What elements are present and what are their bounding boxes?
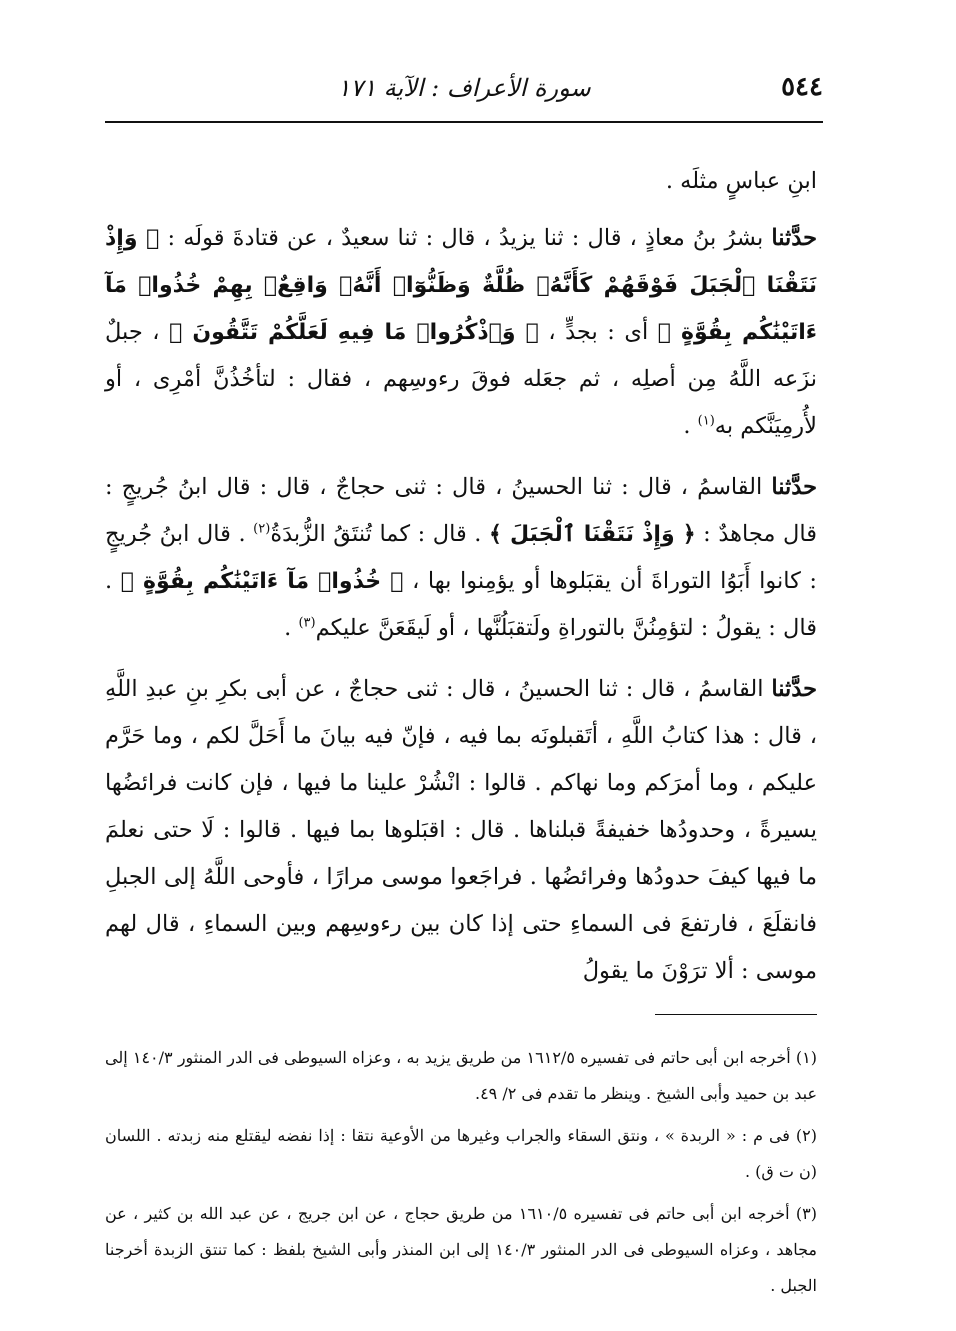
footnote-marker: (٢) [253,521,271,537]
paragraph-lead-word: حدَّثنا [771,474,817,500]
body-text: بشرُ بنُ معاذٍ ، قال : ثنا يزيدُ ، قال : ثنا سعيدٌ ، عن قتادةَ قولَه : [159,225,772,251]
body-text: . [284,615,299,641]
quran-verse: ﴿ خُذُوا۟ مَآ ءَاتَيْنَٰكُم بِقُوَّةٍ ﴾ [120,569,404,594]
running-title: سورة الأعراف : الآية ١٧١ [337,74,591,102]
paragraph-lead-word: حدَّثنا [771,676,817,702]
footnote-separator [655,1014,817,1015]
body-text: . قال : كما تُنتَقُ الزُّبدَةُ [270,521,490,547]
header-rule [105,121,823,123]
quran-verse: ﴿ وَإِذْ نَتَقْنَا ٱلْجَبَلَ فَوْقَهُمْ كَأَنَّهُۥ ظُلَّةٌ وَظَنُّوٓا۟ أَنَّهُۥ وَاقِعٌۢ بِهِمْ خُذُوا۟ مَآ ءَاتَيْنَٰكُم بِقُوَّةٍ ﴾ [105,226,818,345]
body-text: ، جبلٌ نزَعه اللَّهُ مِن أصلِه ، ثم جعَله فوقَ رءوسِهم ، فقال : لتأخُذُنَّ أمْرِى ، أو لأُرمِيَنَّكم به [105,319,817,439]
body-text: أى : بجدٍّ ، [538,319,658,345]
quran-verse: ﴿ وَإِذْ نَتَقْنَا ٱلْجَبَلَ ﴾ [489,522,696,547]
footnote-marker: (١) [697,413,715,429]
paragraph-lead-word: حدَّثنا [771,225,817,251]
page-header [105,68,823,108]
body-text: القاسمُ ، قال : ثنا الحسينُ ، قال : ثنى حجاجٌ ، قال : قال ابنُ جُريجٍ : قال مجاهدٌ : [105,474,817,547]
page-number: ٥٤٤ [781,72,823,102]
body-text: . قال ابنُ جُريجٍ : كانوا أَبَوُا التوراةَ أن يقبَلوها أو يؤمِنوا بها ، [105,521,817,594]
paragraph [105,158,817,205]
footnote-2: (٢) فى م : « الربدة » ، ونتق السقاء والجراب وغيرها من الأوعية نتقا : إذا نفضه ليقتلع منه زبدته . اللسان (ن ت ق) . [105,1126,818,1181]
body-text: . [683,413,698,439]
footnotes [105,1040,817,1310]
footnote-marker: (٣) [298,615,316,631]
quran-verse: ﴿ وَٱذْكُرُوا۟ مَا فِيهِ لَعَلَّكُمْ تَتَّقُونَ ﴾ [169,320,539,345]
paragraph [105,215,817,450]
main-text [105,158,817,1009]
footnote-1: (١) أخرجه ابن أبى حاتم فى تفسيره ١٦١٢/٥ من طريق يزيد به ، وعزاه السيوطى فى الدر المنثور ١٤٠/٣ إلى عبد بن حميد وأبى الشيخ . وينظر ما تقدم فى ٢/ ٤٩. [105,1048,818,1103]
paragraph [105,666,817,995]
body-text: . قال : يقولُ : لتؤمِنُنَّ بالتوراةِ ولَتقبَلُنَّها ، أو لَيقَعَنَّ عليكم [105,568,817,641]
paragraph [105,464,817,652]
body-text: القاسمُ ، قال : ثنا الحسينُ ، قال : ثنى حجاجٌ ، عن أبى بكرِ بنِ عبدِ اللَّهِ ، قال : هذا كتابُ اللَّهِ ، أتَقبلونَه بما فيه ، فإنّ فيه بيانَ ما أَحَلَّ لكم ، وما حَرَّم عليكم ، وما أمرَكم وما نهاكم . قالوا : انْشُرْ علينا ما فيها ، فإن كانت فرائضُها يسيرةً ، وحدودُها خفيفةً قبلناها . قال : اقبَلوها بما فيها . قالوا : لَا حتى نعلمَ ما فيها كيفَ حدودُها وفرائضُها . فراجَعوا موسى مرارًا ، فأوحى اللَّهُ إلى الجبلِ فانقلَعَ ، فارتفعَ فى السماءِ حتى إذا كان بين رءوسِهم وبين السماءِ ، قال لهم موسى : ألا ترَوْنَ ما يقولُ [105,676,817,984]
footnote-3: (٣) أخرجه ابن أبى حاتم فى تفسيره ١٦١٠/٥ من طريق حجاج ، عن ابن جريج ، عن عبد الله بن كثير ، عن مجاهد ، وعزاه السيوطى فى الدر المنثور ١٤٠/٣ إلى ابن المنذر وأبى الشيخ بلفظ : كما تنتق الزبدة أخرجنا الجبل . [105,1204,818,1295]
body-text: ابنِ عباسٍ مثلَه . [665,168,817,194]
